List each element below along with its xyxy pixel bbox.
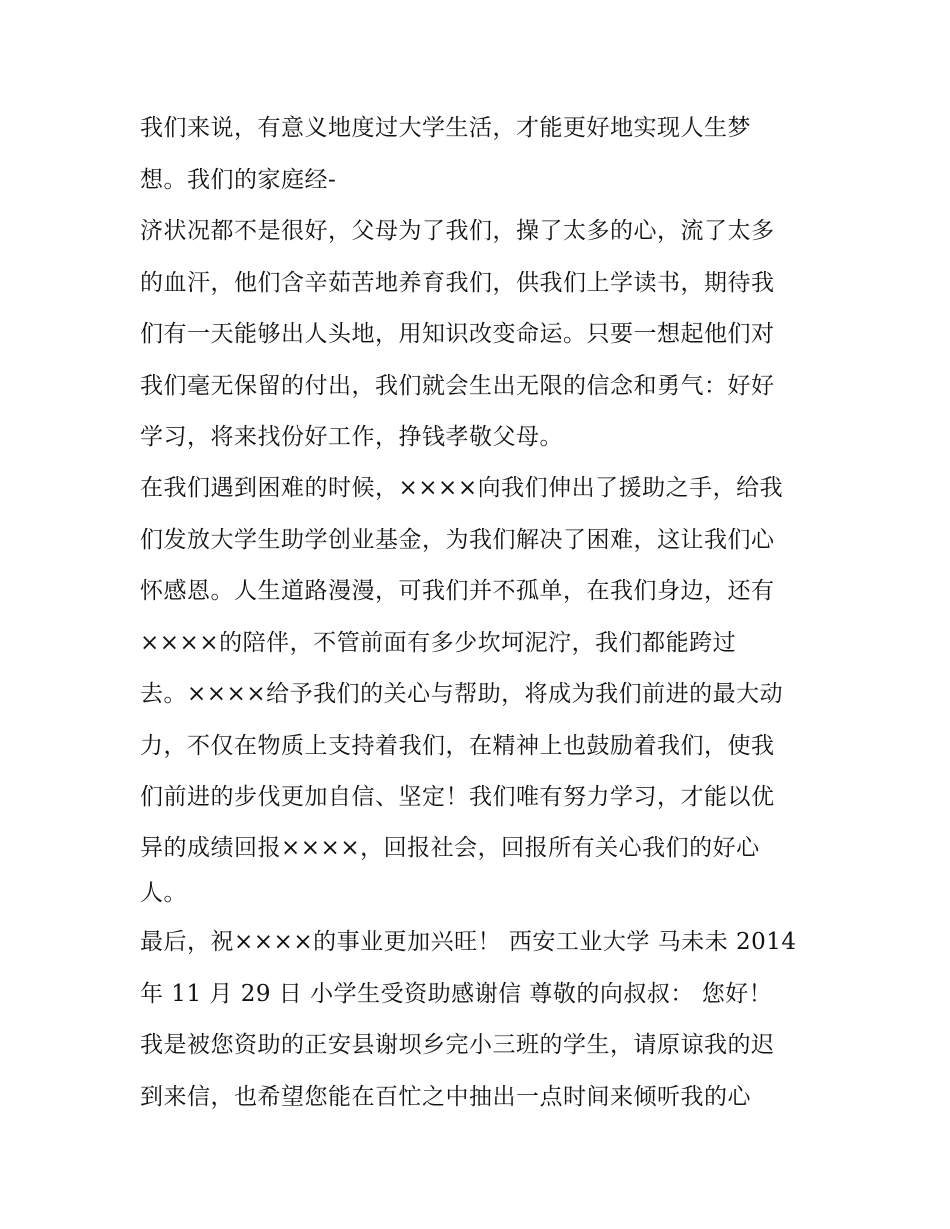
- text-line: 我是被您资助的正安县谢坝乡完小三班的学生，请原谅我的迟: [140, 1032, 775, 1058]
- text-line: 怀感恩。人生道路漫漫，可我们并不孤单，在我们身边，还有: [140, 578, 775, 604]
- text-line: 最后，祝××××的事业更加兴旺！ 西安工业大学 马未未 2014: [140, 929, 797, 955]
- text-line: ××××的陪伴，不管前面有多少坎坷泥泞，我们都能跨过: [140, 630, 737, 656]
- text-line: 我们来说，有意义地度过大学生活，才能更好地实现人生梦: [140, 115, 751, 141]
- text-line: 们有一天能够出人头地，用知识改变命运。只要一想起他们对: [140, 321, 775, 347]
- text-line: 到来信，也希望您能在百忙之中抽出一点时间来倾听我的心: [140, 1084, 751, 1110]
- text-line: 去。××××给予我们的关心与帮助，将成为我们前进的最大动: [140, 681, 784, 707]
- text-line: 学习，将来找份好工作，挣钱孝敬父母。: [140, 424, 563, 450]
- text-line: 们前进的步伐更加自信、坚定！我们唯有努力学习，才能以优: [140, 784, 775, 810]
- text-line: 济状况都不是很好，父母为了我们，操了太多的心，流了太多: [140, 218, 775, 244]
- text-line: 的血汗，他们含辛茹苦地养育我们，供我们上学读书，期待我: [140, 270, 775, 296]
- text-line: 人。: [140, 880, 187, 906]
- text-line: 力，不仅在物质上支持着我们，在精神上也鼓励着我们，使我: [140, 733, 775, 759]
- text-line: 在我们遇到困难的时候，××××向我们伸出了援助之手，给我: [140, 475, 784, 501]
- text-line: 异的成绩回报××××，回报社会，回报所有关心我们的好心: [140, 835, 760, 861]
- text-line: 们发放大学生助学创业基金，为我们解决了困难，这让我们心: [140, 527, 775, 553]
- text-line: 想。我们的家庭经-: [140, 167, 337, 193]
- text-line: 我们毫无保留的付出，我们就会生出无限的信念和勇气：好好: [140, 373, 775, 399]
- text-line: 年 11 月 29 日 小学生受资助感谢信 尊敬的向叔叔： 您好！: [140, 981, 773, 1007]
